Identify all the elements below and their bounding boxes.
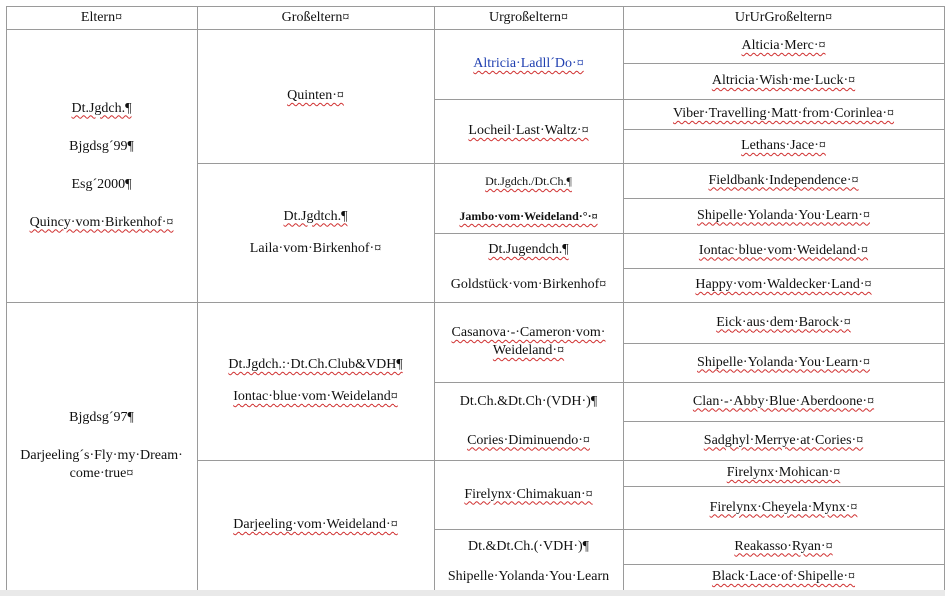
urgrosseltern-cell-3a: Dt.Jgdch./Dt.Ch.¶ [485,174,572,188]
urgrosseltern-cell-6a: Dt.Ch.&Dt.Ch·(VDH·)¶ [459,393,598,409]
ururgrosseltern-cell-11: Clan·-·Abby·Blue·Aberdoone·¤ [692,393,875,409]
urgrosseltern-cell-1: Altricia·Ladll´Do·¤ [473,56,584,71]
grosseltern-cell-1: Quinten·¤ [287,88,344,103]
ururgrosseltern-cell-2: Altricia·Wish·me·Luck·¤ [711,73,856,88]
window-status-strip [0,590,945,596]
ururgrosseltern-cell-12: Sadghyl·Merrye·at·Cories·¤ [703,432,864,448]
ururgrosseltern-cell-6: Shipelle·Yolanda·You·Learn·¤ [697,207,870,223]
grosseltern-cell-2: Dt.Jgdtch.¶ Laila·vom·Birkenhof·¤ [249,208,382,256]
urgrosseltern-cell-4b: Goldstück·vom·Birkenhof¤ [450,277,607,292]
eltern-title: Dt.Jgdch.¶ [71,100,132,116]
ururgrosseltern-cell-10: Shipelle·Yolanda·You·Learn·¤ [697,354,870,370]
grosseltern-cell-4: Darjeeling·vom·Weideland·¤ [233,517,398,532]
urgrosseltern-cell-2: Locheil·Last·Waltz·¤ [468,123,589,138]
ururgrosseltern-cell-15: Reakasso·Ryan·¤ [734,538,833,554]
ururgrosseltern-cell-14: Firelynx·Cheyela·Mynx·¤ [709,499,858,515]
header-grosseltern: Großeltern¤ [281,9,350,25]
urgrosseltern-cell-6b: Cories·Diminuendo·¤ [467,432,590,448]
eltern-cell-top: Dt.Jgdch.¶ Bjgdsg´99¶ Esg´2000¶ Quincy·vom·Birkenhof·¤ [29,100,174,230]
ururgrosseltern-cell-1: Alticia·Merc·¤ [741,38,826,53]
ururgrosseltern-cell-8: Happy·vom·Waldecker·Land·¤ [695,277,872,292]
urgrosseltern-cell-8a: Dt.&Dt.Ch.(·VDH·)¶ [467,538,590,554]
header-urgrosseltern: Urgroßeltern¤ [488,9,569,25]
urgrosseltern-cell-8b: Shipelle·Yolanda·You·Learn [447,569,610,584]
grosseltern-cell-3: Dt.Jgdch.:·Dt.Ch.Club&VDH¶ Iontac·blue·vom·Weideland¤ [228,357,403,404]
eltern-name: Quincy·vom·Birkenhof·¤ [29,214,174,230]
urgrosseltern-cell-5: Casanova·-·Cameron·vom· Weideland·¤ [451,325,606,358]
ururgrosseltern-cell-4: Lethans·Jace·¤ [741,138,826,153]
eltern-cell-bottom: Bjgdsg´97¶ Darjeeling´s·Fly·my·Dream· come·true¤ [20,410,183,481]
ururgrosseltern-cell-5: Fieldbank·Independence·¤ [708,172,859,188]
urgrosseltern-cell-7: Firelynx·Chimakuan·¤ [464,486,593,502]
ururgrosseltern-cell-7: Iontac·blue·vom·Weideland·¤ [698,242,869,258]
ururgrosseltern-cell-16: Black·Lace·of·Shipelle·¤ [711,569,856,584]
ururgrosseltern-cell-9: Eick·aus·dem·Barock·¤ [716,314,851,330]
ururgrosseltern-cell-13: Firelynx·Mohican·¤ [726,465,841,480]
ururgrosseltern-cell-3: Viber·Travelling·Matt·from·Corinlea·¤ [672,106,895,121]
urgrosseltern-cell-4a: Dt.Jugendch.¶ [488,242,569,257]
urgrosseltern-cell-3b: Jambo·vom·Weideland·°·¤ [459,209,598,223]
header-ururgrosseltern: UrUrGroßeltern¤ [734,9,833,25]
header-eltern: Eltern¤ [80,9,123,25]
